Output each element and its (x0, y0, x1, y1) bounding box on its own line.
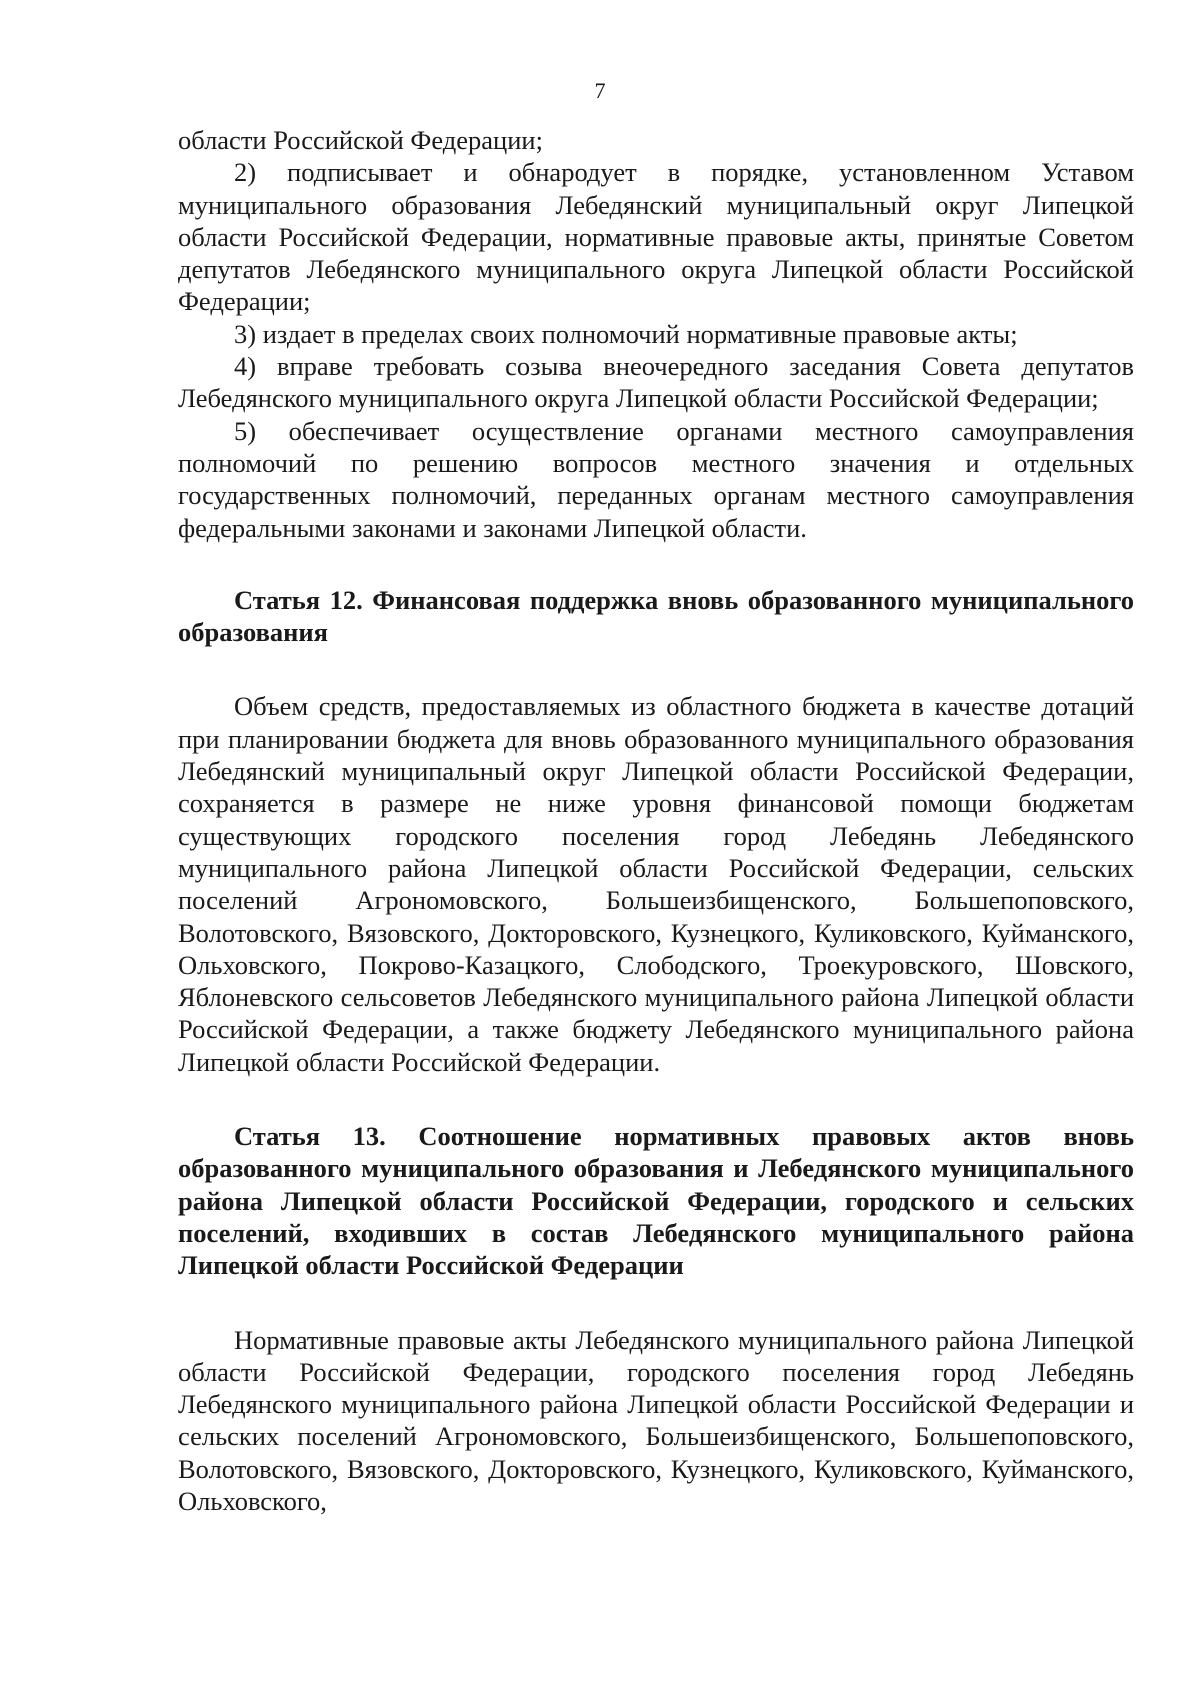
article-12-heading: Статья 12. Финансовая поддержка вновь образованного муниципального образования (178, 584, 1134, 648)
page-body (178, 124, 1134, 1517)
article-12-text: Объем средств, предоставляемых из областного бюджета в качестве дотаций при планировании бюджета для вновь образованного муниципального образования Лебедянский муниципальный округ Липецкой области Российской Федерации, сохраняется в размере не ниже уровня финансовой помощи бюджетам существующих городского поселения город Лебедянь Лебедянского муниципального района Липецкой области Российской Федерации, сельских поселений Агрономовского, Большеизбищенского, Большепоповского, Волотовского, Вязовского, Докторовского, Кузнецкого, Куликовского, Куйманского, Ольховского, Покрово-Казацкого, Слободского, Троекуровского, Шовского, Яблоневского сельсоветов Лебедянского муниципального района Липецкой области Российской Федерации, а также бюджету Лебедянского муниципального района Липецкой области Российской Федерации. (178, 691, 1134, 1077)
page-number: 7 (594, 78, 606, 103)
list-item-2: 2) подписывает и обнародует в порядке, установленном Уставом муниципального образования Лебедянский муниципальный округ Липецкой области Российской Федерации, нормативные правовые акты, принятые Советом депутатов Лебедянского муниципального округа Липецкой области Российской Федерации; (178, 157, 1134, 317)
spacer (178, 1078, 1134, 1120)
spacer (178, 648, 1134, 690)
spacer (178, 544, 1134, 584)
article-13-text: Нормативные правовые акты Лебедянского муниципального района Липецкой области Российской Федерации, городского поселения город Лебедянь Лебедянского муниципального района Липецкой области Российской Федерации и сельских поселений Агрономовского, Большеизбищенского, Большепоповского, Волотовского, Вязовского, Докторовского, Кузнецкого, Куликовского, Куйманского, Ольховского, (178, 1324, 1134, 1516)
list-item-3: 3) издает в пределах своих полномочий нормативные правовые акты; (234, 318, 1018, 349)
spacer (178, 1282, 1134, 1324)
list-item-4: 4) вправе требовать созыва внеочередного заседания Совета депутатов Лебедянского муниципального округа Липецкой области Российской Федерации; (178, 351, 1134, 414)
article-13-heading: Статья 13. Соотношение нормативных правовых актов вновь образованного муниципального образования и Лебедянского муниципального района Липецкой области Российской Федерации, городского и сельских поселений, входивших в состав Лебедянского муниципального района Липецкой области Российской Федерации (178, 1121, 1134, 1281)
list-item-5: 5) обеспечивает осуществление органами местного самоуправления полномочий по решению вопросов местного значения и отдельных государственных полномочий, переданных органам местного самоуправления федеральными законами и законами Липецкой области. (178, 415, 1134, 543)
continuation-line: области Российской Федерации; (178, 125, 543, 155)
